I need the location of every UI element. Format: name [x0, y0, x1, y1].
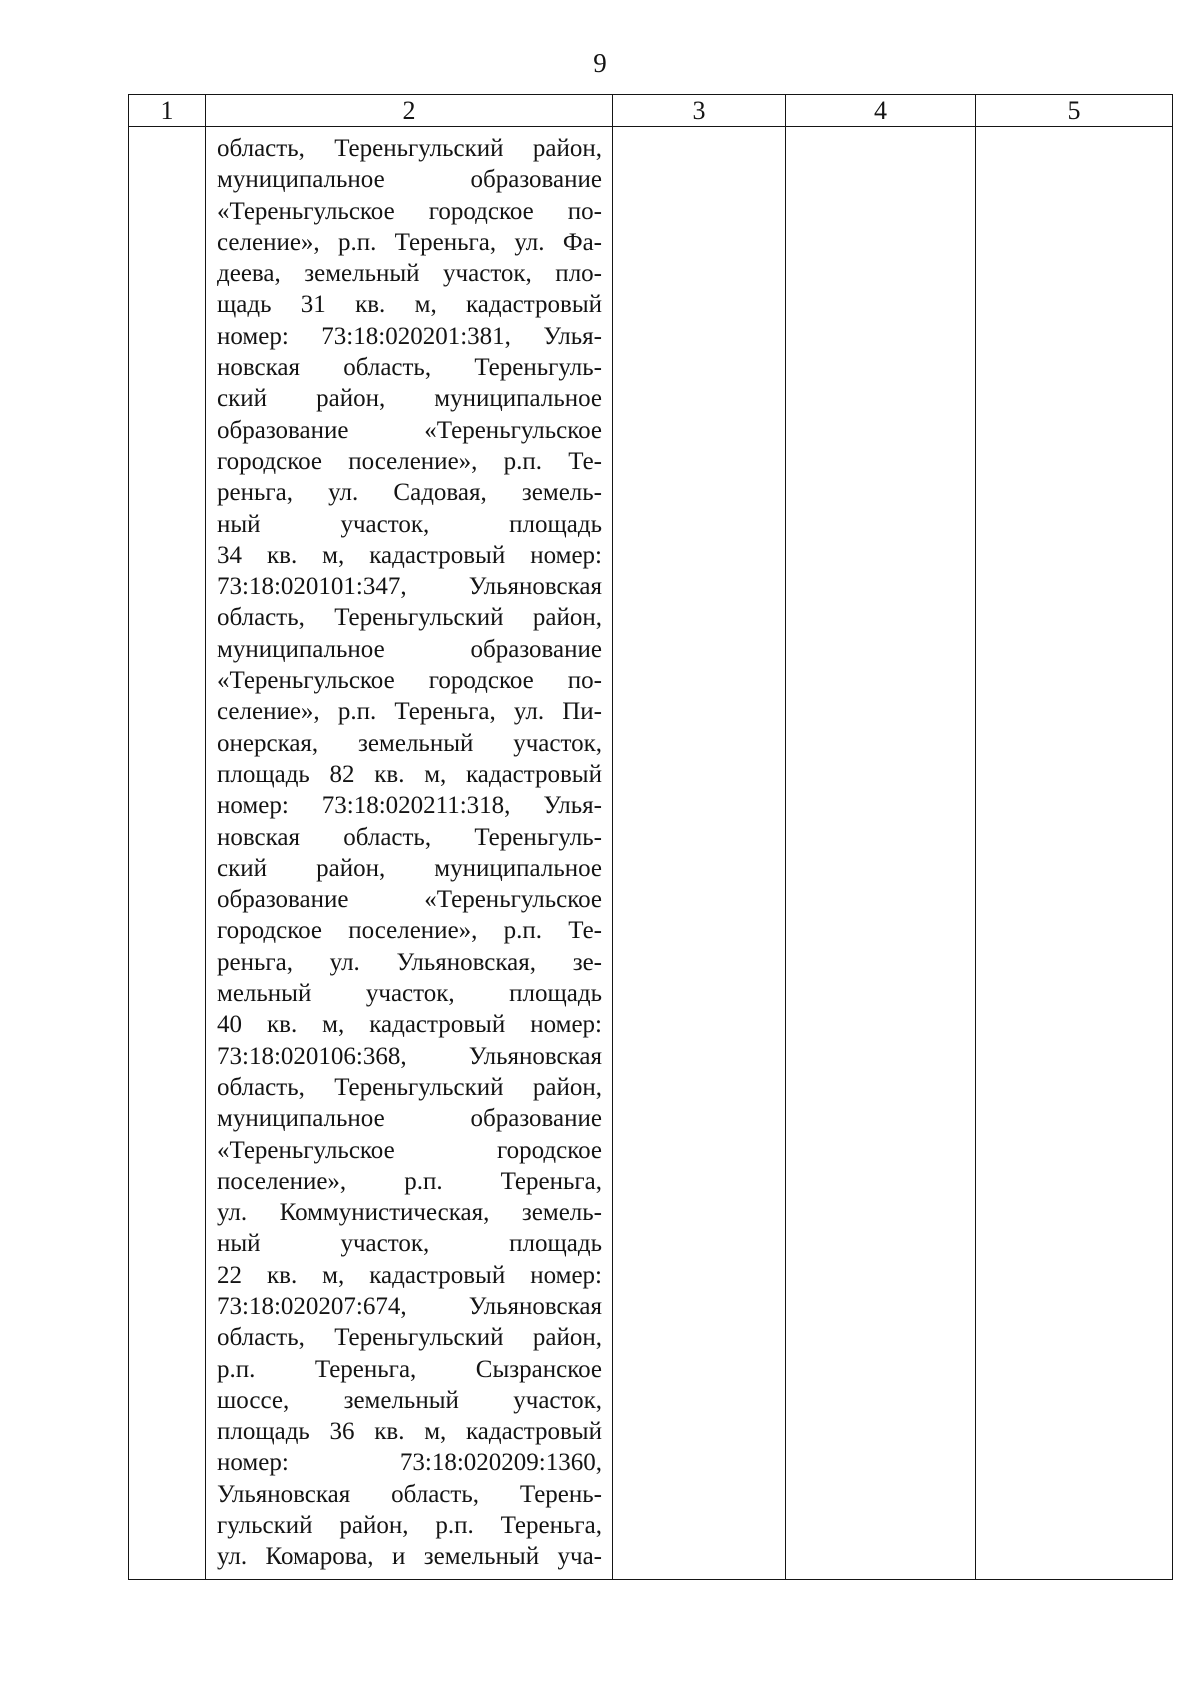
description-line: ул. Коммунистическая, земель- [217, 1199, 602, 1227]
header-cell-column-1: 1 [129, 95, 206, 127]
description-line: образование «Тереньгульское [217, 886, 602, 914]
table-row [129, 127, 1173, 1580]
description-line: 34 кв. м, кадастровый номер: [217, 541, 602, 569]
description-line: селение», р.п. Тереньга, ул. Пи- [217, 698, 602, 726]
body-cell-column-1 [129, 127, 206, 1580]
description-line: селение», р.п. Тереньга, ул. Фа- [217, 228, 602, 256]
description-line: «Тереньгульское городское по- [217, 667, 602, 695]
description-line: Ульяновская область, Терень- [217, 1480, 602, 1508]
description-line: площадь 36 кв. м, кадастровый [217, 1418, 602, 1446]
description-line: реньга, ул. Садовая, земель- [217, 479, 602, 507]
description-line: 22 кв. м, кадастровый номер: [217, 1261, 602, 1289]
description-line: ный участок, площадь [217, 510, 602, 538]
description-line: р.п. Тереньга, Сызранское [217, 1355, 602, 1383]
description-line: муниципальное образование [217, 166, 602, 194]
description-line: «Тереньгульское городское [217, 1136, 602, 1164]
description-line: городское поселение», р.п. Те- [217, 917, 602, 945]
description-line: область, Тереньгульский район, [217, 604, 602, 632]
description-line: номер: 73:18:020209:1360, [217, 1449, 602, 1477]
description-line: мельный участок, площадь [217, 980, 602, 1008]
description-line: 73:18:020207:674, Ульяновская [217, 1292, 602, 1320]
description-line: шоссе, земельный участок, [217, 1386, 602, 1414]
description-line: муниципальное образование [217, 635, 602, 663]
header-cell-column-3: 3 [613, 95, 786, 127]
land-plot-description [206, 127, 612, 1573]
description-line: «Тереньгульское городское по- [217, 197, 602, 225]
description-line: ул. Комарова, и земельный уча- [217, 1543, 602, 1571]
body-cell-column-2 [206, 127, 613, 1580]
description-line: ский район, муниципальное [217, 385, 602, 413]
document-table [128, 94, 1173, 1580]
body-cell-column-3 [613, 127, 786, 1580]
description-line: городское поселение», р.п. Те- [217, 447, 602, 475]
description-line: реньга, ул. Ульяновская, зе- [217, 948, 602, 976]
description-line: онерская, земельный участок, [217, 729, 602, 757]
page-number: 9 [593, 48, 607, 78]
body-cell-column-4 [786, 127, 976, 1580]
description-line: область, Тереньгульский район, [217, 1324, 602, 1352]
description-line: образование «Тереньгульское [217, 416, 602, 444]
description-line: щадь 31 кв. м, кадастровый [217, 291, 602, 319]
description-line: поселение», р.п. Тереньга, [217, 1167, 602, 1195]
description-line: 40 кв. м, кадастровый номер: [217, 1011, 602, 1039]
description-line: 73:18:020101:347, Ульяновская [217, 573, 602, 601]
description-line: площадь 82 кв. м, кадастровый [217, 760, 602, 788]
description-line: новская область, Тереньгуль- [217, 823, 602, 851]
header-cell-column-5: 5 [976, 95, 1173, 127]
description-line: номер: 73:18:020211:318, Улья- [217, 792, 602, 820]
table-header-row [129, 95, 1173, 127]
description-line: деева, земельный участок, пло- [217, 260, 602, 288]
header-cell-column-4: 4 [786, 95, 976, 127]
description-line: 73:18:020106:368, Ульяновская [217, 1042, 602, 1070]
description-line: новская область, Тереньгуль- [217, 354, 602, 382]
description-line: ный участок, площадь [217, 1230, 602, 1258]
body-cell-column-5 [976, 127, 1173, 1580]
description-line: ский район, муниципальное [217, 854, 602, 882]
description-line: область, Тереньгульский район, [217, 1073, 602, 1101]
description-line: область, Тереньгульский район, [217, 135, 602, 162]
header-cell-column-2: 2 [206, 95, 613, 127]
description-line: номер: 73:18:020201:381, Улья- [217, 322, 602, 350]
description-line: муниципальное образование [217, 1105, 602, 1133]
description-line: гульский район, р.п. Тереньга, [217, 1512, 602, 1540]
